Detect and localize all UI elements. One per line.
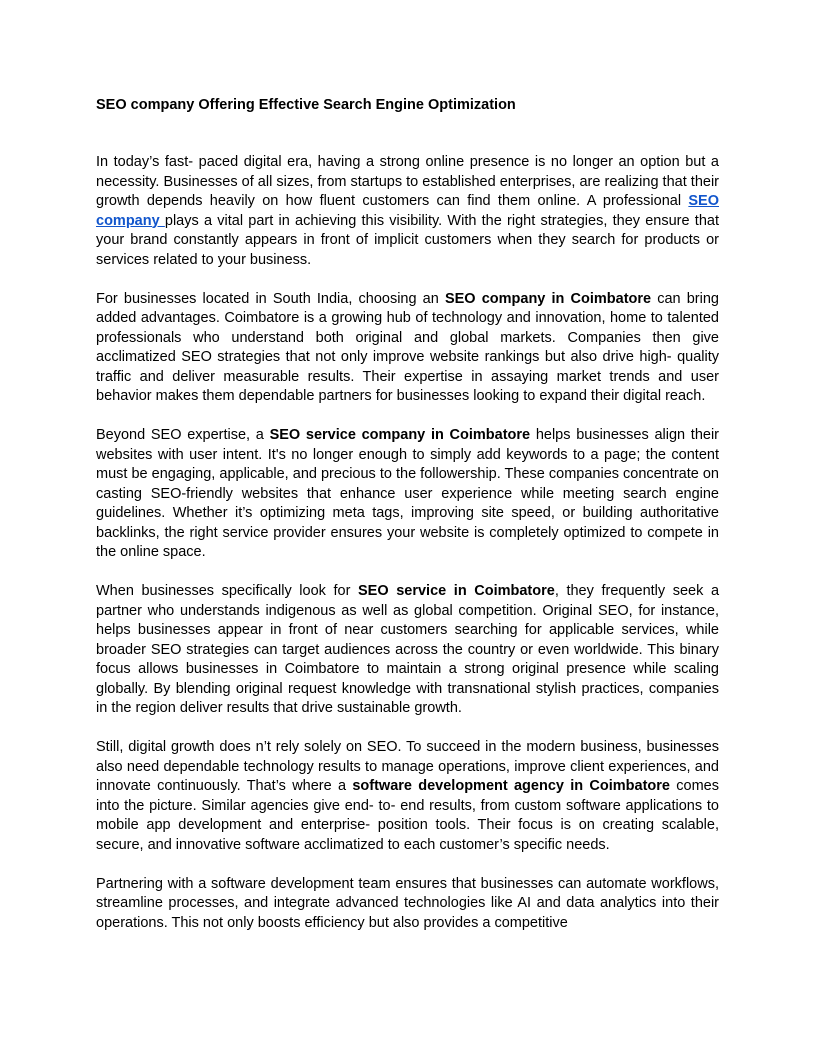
paragraph-5-text-b: comes into the picture. Similar agencies give end- to- end results, from custom software applications to mobile app development and enterprise- position tools. Their focus is on creating scalable, secure, and innovative software acclimatized to each customer’s specific needs. bbox=[96, 778, 719, 853]
paragraph-5-text-a: Still, digital growth does n’t rely solely on SEO. To succeed in the modern business, businesses also need dependable technology results to manage operations, improve client experiences, and innovate continuously. That’s where a bbox=[96, 739, 719, 794]
document-body bbox=[96, 153, 719, 953]
paragraph-2-text-b: can bring added advantages. Coimbatore is a growing hub of technology and innovation, home to talented professionals who understand both original and global markets. Companies then give acclimatized SEO strategies that not only improve website rankings but also drive high- quality traffic and deliver measurable results. Their expertise in assaying market trends and user behavior makes them dependable partners for businesses looking to expand their digital reach. bbox=[96, 290, 719, 404]
paragraph-3-bold: SEO service company in Coimbatore bbox=[269, 427, 531, 443]
paragraph-4 bbox=[96, 582, 719, 719]
paragraph-2 bbox=[96, 290, 719, 407]
paragraph-1-text-b: plays a vital part in achieving this visibility. With the right strategies, they ensure that your brand constantly appears in front of implicit customers when they search for products or services related to your business. bbox=[96, 212, 719, 268]
paragraph-1-text-a: In today’s fast- paced digital era, having a strong online presence is no longer an option but a necessity. Businesses of all sizes, from startups to established enterprises, are realizing that their growth depends heavily on how fluent customers can find them online. A professional bbox=[96, 154, 719, 209]
paragraph-6-text-a: Partnering with a software development team ensures that businesses can automate workflows, streamline processes, and integrate advanced technologies like AI and data analytics into their operations. This not only boosts efficiency but also provides a competitive bbox=[96, 875, 719, 931]
paragraph-4-text-b: , they frequently seek a partner who understands indigenous as well as global competition. Original SEO, for instance, helps businesses appear in front of near customers searching for applicable services, while broader SEO strategies can target audiences across the country or even worldwide. This binary focus allows businesses in Coimbatore to maintain a strong original presence while scaling globally. By blending original request knowledge with transnational stylish practices, companies in the region deliver results that drive sustainable growth. bbox=[96, 583, 720, 716]
paragraph-1 bbox=[96, 153, 719, 270]
paragraph-6 bbox=[96, 875, 719, 934]
paragraph-3-text-a: Beyond SEO expertise, a bbox=[96, 427, 270, 443]
paragraph-3-text-b: helps businesses align their websites with user intent. It's no longer enough to simply add keywords to a page; the content must be engaging, applicable, and precious to the followership. These companies concentrate on casting SEO-friendly websites that enhance user experience while meeting search engine guidelines. Whether it’s optimizing meta tags, improving site speed, or building authoritative backlinks, the right service provider ensures your website is completely optimized to compete in the online space. bbox=[96, 427, 720, 560]
paragraph-2-text-a: For businesses located in South India, choosing an bbox=[96, 290, 445, 307]
seo-company-link[interactable]: SEO company bbox=[96, 193, 719, 229]
paragraph-2-bold: SEO company in Coimbatore bbox=[444, 290, 652, 307]
paragraph-5-bold: software development agency in Coimbatore bbox=[352, 778, 670, 794]
paragraph-5 bbox=[96, 738, 719, 855]
paragraph-3 bbox=[96, 426, 719, 563]
paragraph-4-text-a: When businesses specifically look for bbox=[96, 583, 358, 599]
paragraph-4-bold: SEO service in Coimbatore bbox=[358, 583, 555, 599]
document-title: SEO company Offering Effective Search Engine Optimization bbox=[96, 97, 516, 113]
